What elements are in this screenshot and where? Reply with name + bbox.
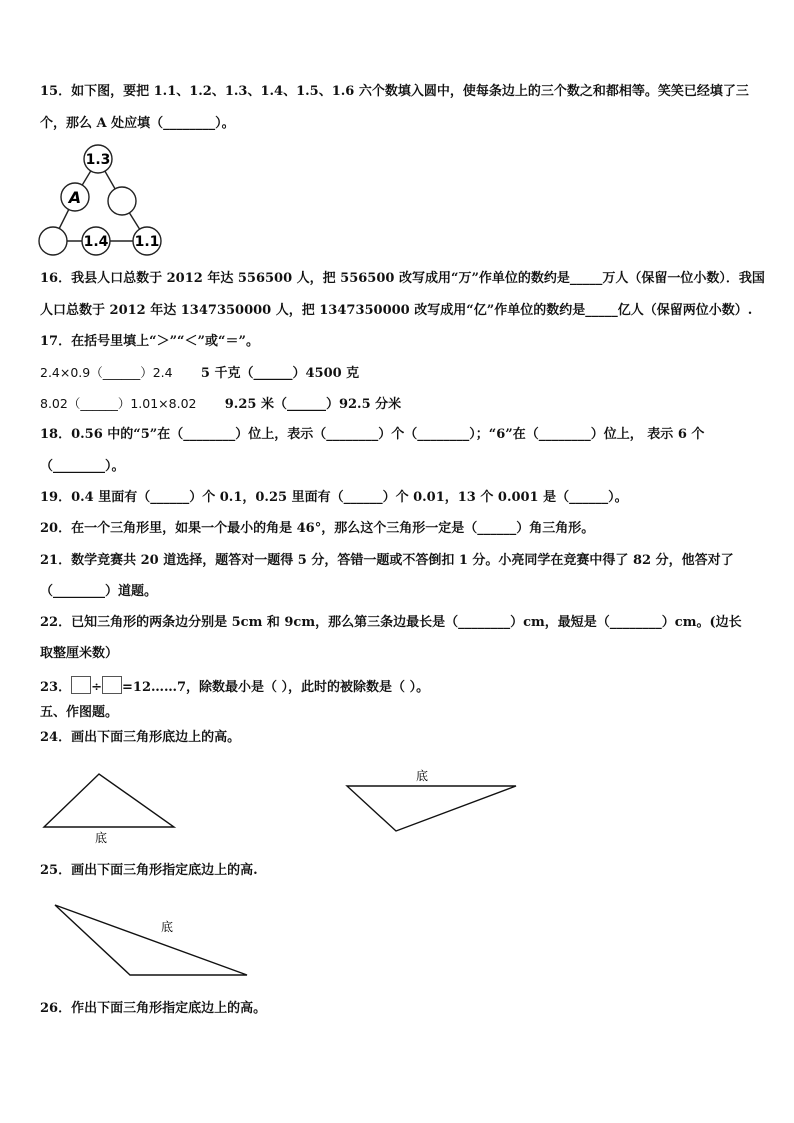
- q25-triangle: [50, 900, 255, 980]
- dividend-blank-box: [71, 676, 91, 694]
- q15-triangle-figure: [36, 142, 166, 262]
- circle-bottom-right-label: 1.1: [134, 234, 160, 250]
- q17-row2-b: 9.25 米（______）92.5 分米: [224, 397, 402, 412]
- q17-row2: [40, 395, 401, 414]
- base-label-right: 底: [415, 769, 429, 783]
- q23-rest: =12……7，除数最小是（ ），此时的被除数是（ ）。: [122, 680, 430, 695]
- q17-row1-b: 5 千克（______）4500 克: [200, 366, 360, 381]
- circle-bottom-left: [39, 227, 67, 255]
- q23-text: [40, 676, 429, 697]
- q18-line2: （________）。: [40, 459, 125, 474]
- q17-row2-a: 8.02（______）1.01×8.02: [40, 396, 197, 411]
- q21-line1: 21．数学竞赛共 20 道选择，题答对一题得 5 分，答错一题或不答倒扣 1 分。小亮同学在竞赛中得了 82 分，他答对了: [40, 553, 734, 568]
- q26-text: 26．作出下面三角形指定底边上的高。: [40, 1001, 267, 1016]
- q15-line1: 15．如下图，要把 1.1、1.2、1.3、1.4、1.5、1.6 六个数填入圆中，使每条边上的三个数之和都相等。笑笑已经填了三: [40, 84, 749, 99]
- q17-title: 17．在括号里填上“＞”“＜”或“＝”。: [40, 334, 259, 349]
- q24-right-triangle: [340, 762, 525, 834]
- q24-left-triangle: [38, 768, 183, 850]
- q24-text: 24．画出下面三角形底边上的高。: [40, 730, 241, 745]
- circle-right-mid: [108, 187, 136, 215]
- q22-line2: 取整厘米数）: [40, 646, 119, 661]
- q17-row1: [40, 364, 359, 383]
- divisor-blank-box: [102, 676, 122, 694]
- circle-left-mid-label: A: [68, 188, 82, 207]
- q16-line2: 人口总数于 2012 年达 1347350000 人，把 1347350000 改写成用“亿”作单位的数约是_____亿人（保留两位小数）.: [40, 303, 753, 318]
- q19-text: 19．0.4 里面有（______）个 0.1，0.25 里面有（______）个 0.01，13 个 0.001 是（______）。: [40, 490, 628, 505]
- q18-line1: 18．0.56 中的“5”在（________）位上，表示（________）个（________）；“6”在（________）位上， 表示 6 个: [40, 427, 705, 442]
- q25-text: 25．画出下面三角形指定底边上的高.: [40, 863, 258, 878]
- circle-bottom-mid-label: 1.4: [83, 234, 109, 250]
- q21-line2: （________）道题。: [40, 584, 158, 599]
- base-label-left: 底: [94, 831, 108, 845]
- q22-line1: 22．已知三角形的两条边分别是 5cm 和 9cm，那么第三条边最长是（________）cm，最短是（________）cm。(边长: [40, 615, 742, 630]
- q16-line1: 16．我县人口总数于 2012 年达 556500 人，把 556500 改写成用“万”作单位的数约是_____万人（保留一位小数）．我国: [40, 271, 765, 286]
- base-label: 底: [160, 920, 174, 934]
- q17-row1-a: 2.4×0.9（______）2.4: [40, 365, 173, 380]
- q15-line2: 个，那么 A 处应填（________）。: [40, 116, 235, 131]
- circle-top-label: 1.3: [85, 152, 111, 168]
- q20-text: 20．在一个三角形里，如果一个最小的角是 46°，那么这个三角形一定是（______）角三角形。: [40, 521, 595, 536]
- q23-div-sign: ÷: [91, 680, 102, 695]
- q23-prefix: 23．: [40, 680, 72, 695]
- section-heading: 五、作图题。: [40, 705, 119, 720]
